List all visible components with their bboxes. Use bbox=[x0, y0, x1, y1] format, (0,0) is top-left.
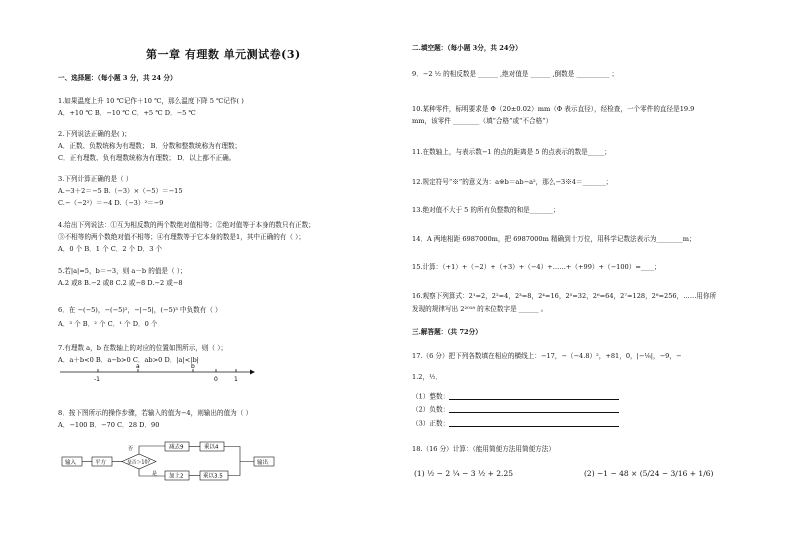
label-b: b bbox=[191, 364, 195, 370]
q2-stem: 2.下列说法正确的是( )； bbox=[58, 130, 131, 138]
flow-arrow-5 bbox=[224, 447, 254, 462]
f14-question: 14．A 两地相距 6987000m，把 6987000m 精确到十万位，用科学记数法表示为________m； bbox=[412, 235, 696, 243]
f12-question: 12.规定符号“※”的意义为：a※b＝ab−a²，那么−3※4＝_______； bbox=[412, 178, 613, 186]
q4-stem-1: 4.给出下列说法：①互为相反数的两个数绝对值相等；②绝对值等于本身的数只有正数； bbox=[58, 221, 315, 229]
q6-stem: 6．在 −(−5)，−(−5)²，−|−5|，(−5)³ 中负数有（ ） bbox=[58, 306, 222, 314]
q1-options: A．+10 ℃ B．−10 ℃ C．+5 ℃ D．−5 ℃ bbox=[58, 109, 196, 117]
q17-negatives-blank[interactable] bbox=[449, 406, 619, 413]
q1-stem: 1.如果温度上升 10 ℃记作＋10 ℃，那么温度下降 5 ℃记作( ) bbox=[58, 97, 244, 105]
label-one: 1 bbox=[234, 376, 238, 383]
flow-box-plus2-label: 加上2 bbox=[169, 473, 184, 480]
q17-positives-blank[interactable] bbox=[449, 420, 619, 427]
flow-decision-label: 是否＞10? bbox=[127, 460, 151, 466]
q3-options-2: C.−（−2²）＝−4 D.（−3）²＝−9 bbox=[58, 199, 164, 207]
label-zero: 0 bbox=[214, 376, 218, 383]
flow-arrow-no bbox=[139, 446, 165, 454]
q17-negatives-label: （2）负数： bbox=[412, 405, 450, 414]
q8-stem: 8．按下图所示的操作步骤，若输入的值为−4，则输出的值为（ ） bbox=[58, 409, 253, 417]
f13-question: 13.绝对值不大于 5 的所有负整数的和是_______； bbox=[412, 206, 560, 214]
flow-box-output-label: 输出 bbox=[257, 460, 269, 466]
flowchart-figure bbox=[60, 440, 282, 482]
f9-question: 9．−2 ½ 的相反数是 ______ ,绝对值是 ______ ,倒数是 __________ ； bbox=[412, 70, 619, 78]
q2-options-2: C．正有理数、负有理数统称为有理数； D．以上都不正确。 bbox=[58, 154, 236, 162]
flow-arrow-6 bbox=[228, 462, 240, 476]
q3-options-1: A.−3＋2＝−5 B.（−3）×（−5）＝−15 bbox=[58, 187, 183, 195]
q17-positives-label: （3）正数： bbox=[412, 419, 450, 428]
f10-line-1: 10.某种零件，标明要求是 Φ（20±0.02）mm（Φ 表示直径），经检查，一个零件的直径是19.9 bbox=[412, 105, 695, 113]
label-minus-one: -1 bbox=[94, 376, 100, 383]
f11-question: 11.在数轴上，与表示数−1 的点的距离是 5 的点表示的数是_____； bbox=[412, 148, 611, 156]
section-choice-heading: 一、选择题：（每小题 3 分，共 24 分） bbox=[58, 74, 177, 82]
page-title: 第一章 有理数 单元测试卷(3) bbox=[146, 48, 301, 61]
number-line-figure bbox=[58, 364, 258, 386]
q18-stem: 18.（16 分）计算：（能用简便方法用简便方法） bbox=[412, 445, 555, 453]
section-fill-heading: 二.填空题：（每小题 3分，共 24分） bbox=[412, 44, 522, 52]
flow-box-input-label: 输入 bbox=[65, 460, 77, 466]
f15-question: 15.计算：（+1）+（−2）+（+3）+（−4）+……+（+99）+（−100）=____； bbox=[412, 263, 661, 271]
q3-stem: 3.下列计算正确的是（ ） bbox=[58, 175, 133, 183]
label-a: a bbox=[136, 364, 140, 370]
q6-options: A．³ 个 B．² 个 C．¹ 个 D．0 个 bbox=[58, 320, 158, 328]
q4-stem-2: ③不相等的两个数绝对值不相等；④有理数等于它本身的数是1，其中正确的有（ ）； bbox=[58, 233, 305, 241]
flow-box-times35-label: 乘以3.5 bbox=[203, 473, 223, 480]
flow-box-times4-label: 乘以4 bbox=[204, 444, 219, 451]
q5-stem: 5.若|a|=5，b＝−3，则 a－b 的值是（ ）； bbox=[58, 267, 187, 275]
q5-options: A.2 或8 B.−2 或8 C.2 或−8 D.−2 或−8 bbox=[58, 279, 183, 287]
q4-options: A．0 个 B．1 个 C．2 个 D．3 个 bbox=[58, 245, 163, 253]
flow-branch-no-label: 否 bbox=[128, 446, 134, 452]
q17-line-1: 17.（6 分）把下列各数填在相应的横线上：−17，−（−4.8）²，+81，0，|−⅙|，−9，− bbox=[412, 352, 682, 360]
q2-options-1: A．正数、负数统称为有理数； B．分数和整数统称为有理数； bbox=[58, 142, 242, 150]
q17-integers-label: （1）整数： bbox=[412, 392, 450, 401]
q8-options: A．−100 B．−70 C．28 D．90 bbox=[58, 421, 160, 429]
f16-line-1: 16.观察下列算式：2¹=2，2²=4，2³=8，2⁴=16，2⁵=32，2⁶=64，2⁷=128，2⁸=256，……用你所 bbox=[412, 292, 717, 300]
flow-branch-yes-label: 是 bbox=[152, 471, 158, 477]
f16-line-2: 发现的规律写出 2²⁰¹⁸ 的末位数字是 ______ 。 bbox=[412, 305, 548, 313]
flow-box-minus9-label: 减去9 bbox=[169, 444, 184, 451]
number-line-arrow bbox=[250, 370, 255, 375]
section-solve-heading: 三.解答题：（共 72分） bbox=[412, 328, 482, 336]
q17-negatives-row bbox=[412, 406, 619, 413]
q18-part-2: (2) −1 − 48 × (5/24 − 3/16 + 1/6) bbox=[584, 469, 714, 478]
q17-positives-row bbox=[412, 420, 619, 427]
q17-line-2: 1.2，½． bbox=[412, 373, 443, 381]
flow-box-square-label: 平方 bbox=[95, 460, 107, 466]
q7-stem: 7.有理数 a，b 在数轴上的对应的位置如图所示，则（ ）； bbox=[58, 344, 228, 352]
q17-integers-row bbox=[412, 393, 619, 400]
q7-options: A．a＋b<0 B．a−b>0 C．ab>0 D．|a|<|b| bbox=[58, 356, 199, 364]
q17-integers-blank[interactable] bbox=[449, 393, 619, 400]
q18-part-1: (1) ½ − 2 ¼ − 3 ½ + 2.25 bbox=[414, 469, 513, 478]
f10-line-2: mm，该零件 ________（填“合格”或“不合格”） bbox=[412, 117, 553, 125]
